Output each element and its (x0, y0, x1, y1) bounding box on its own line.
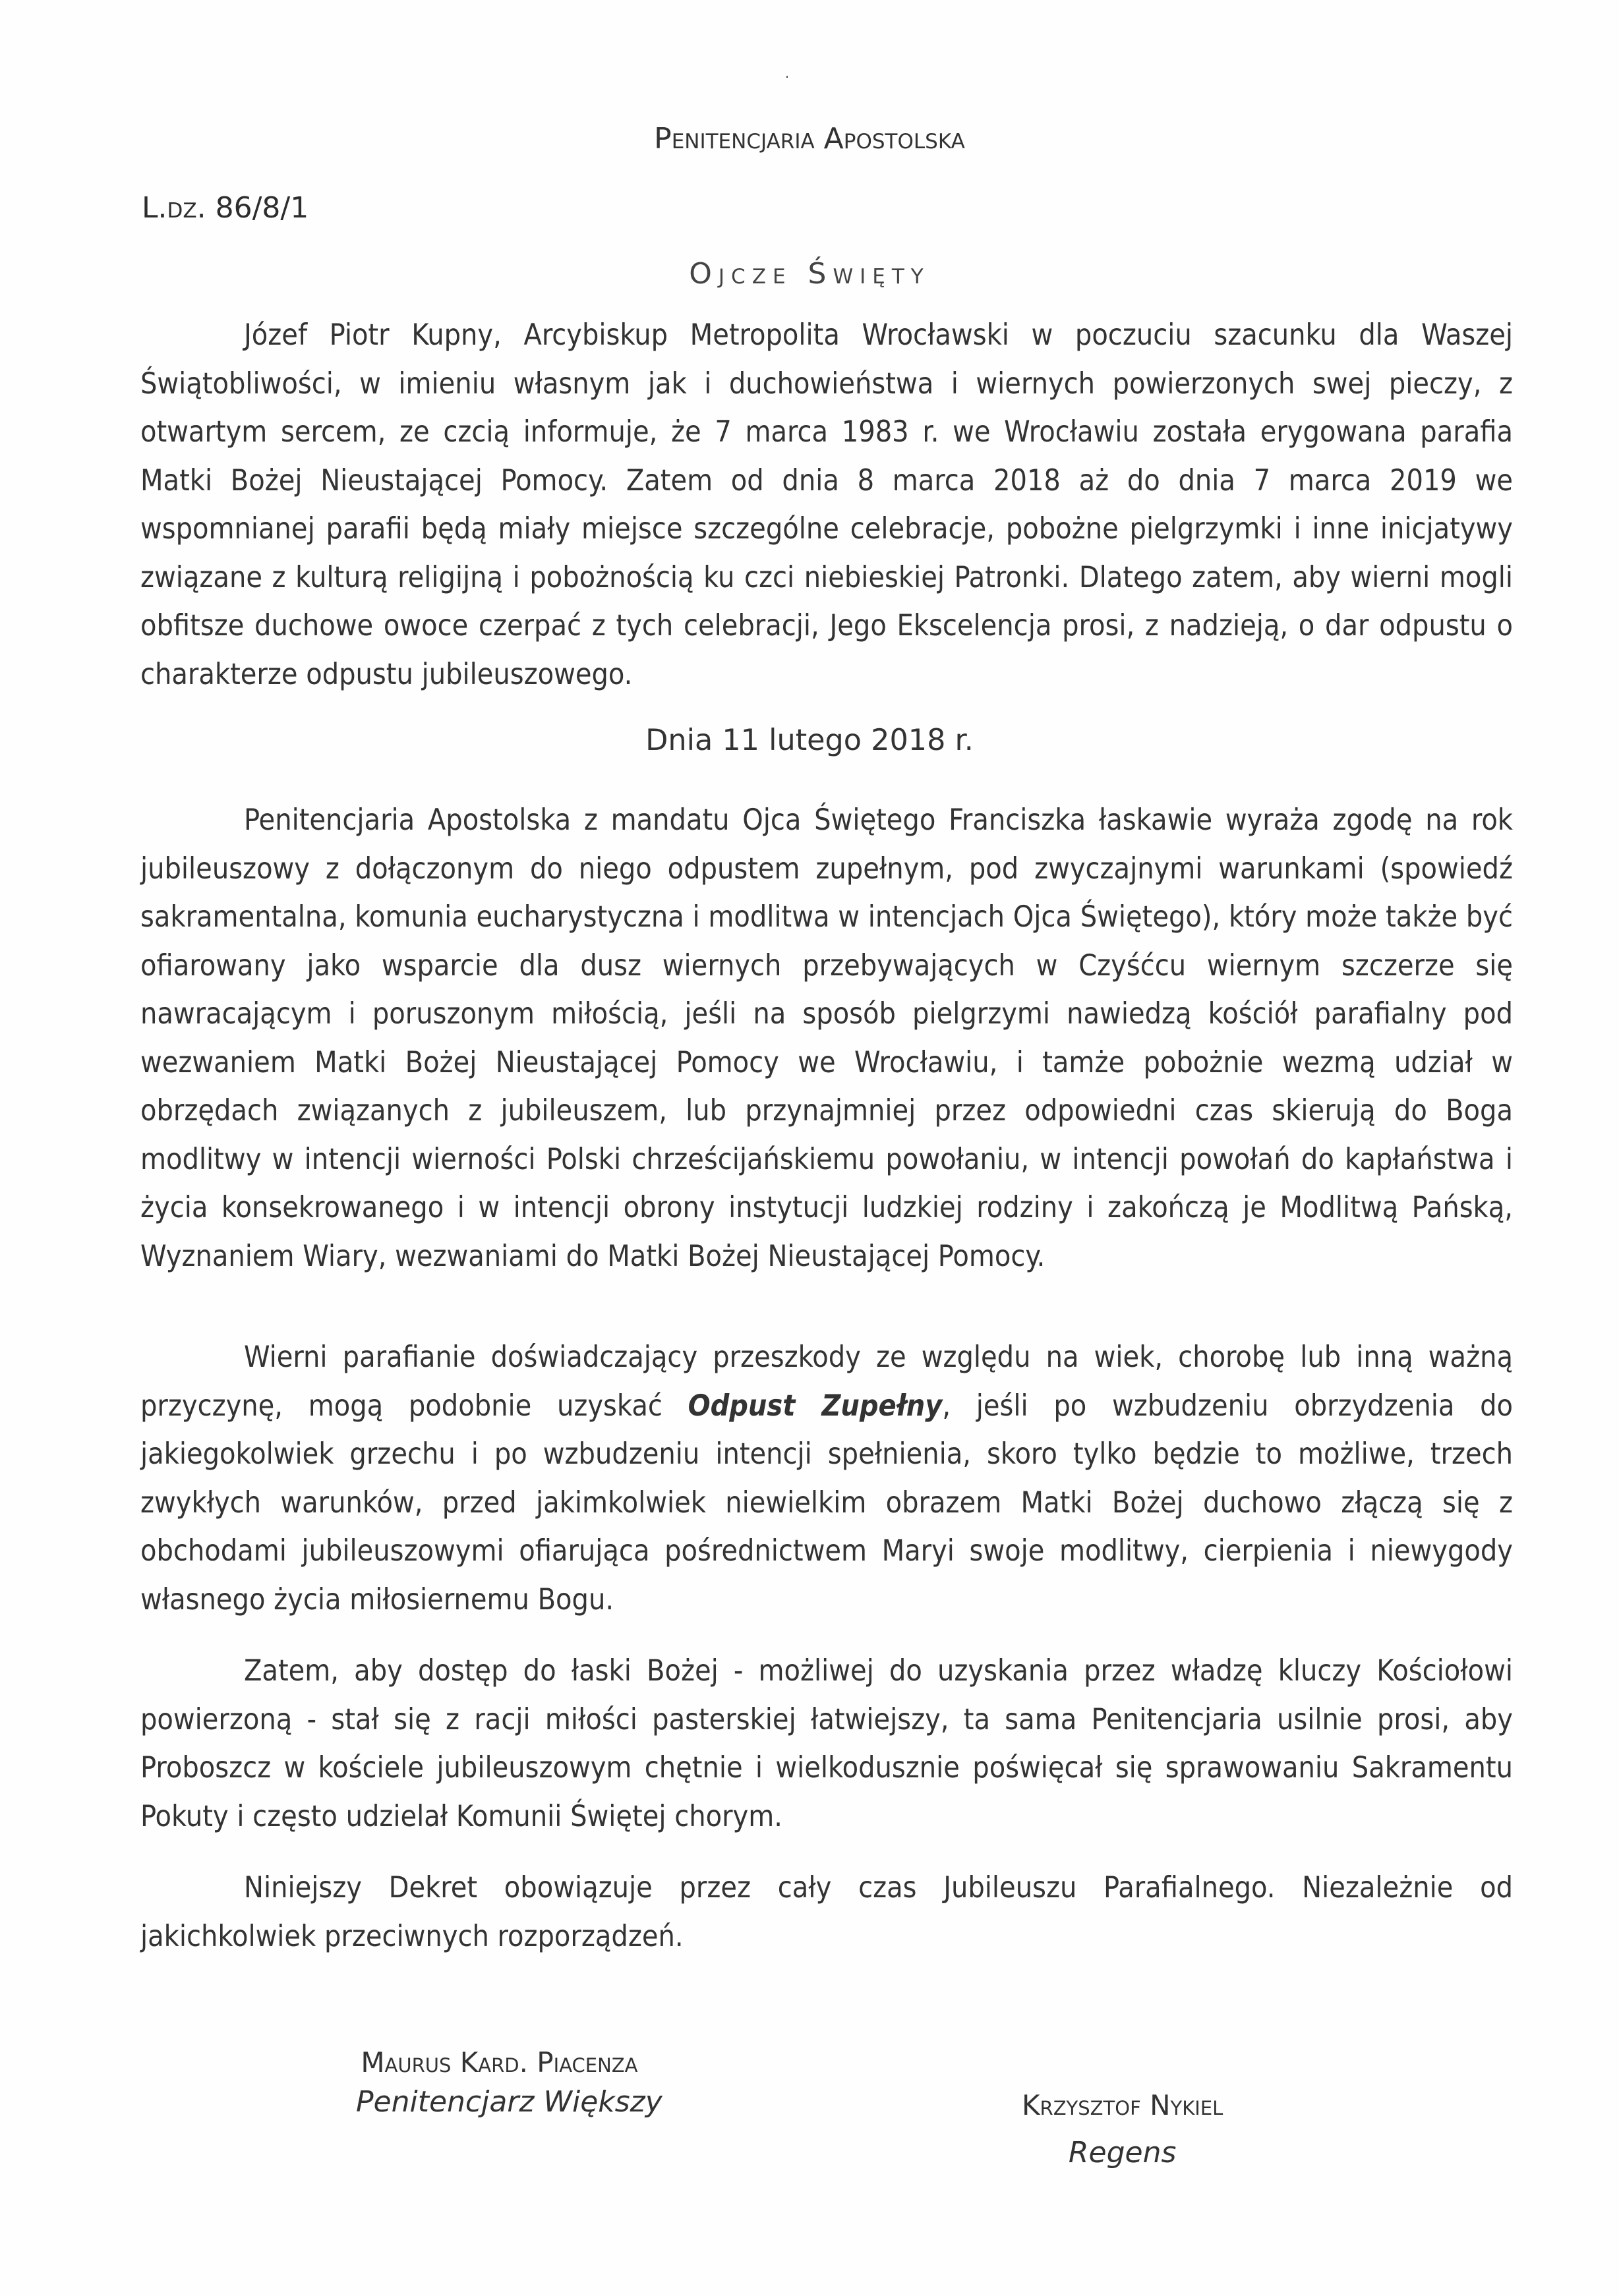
paragraph-confession (140, 1647, 1513, 1841)
paragraph-infirm-faithful (140, 1333, 1513, 1624)
paragraph-text: Niniejszy Dekret obowiązuje przez cały czas Jubileuszu Parafialnego. Niezależnie od jakichkolwiek przeciwnych rozporządzeń. (140, 1871, 1513, 1953)
paragraph-text: Penitencjaria Apostolska z mandatu Ojca Świętego Franciszka łaskawie wyraża zgodę na rok jubileuszowy z dołączonym do niego odpustem zupełnym, pod zwyczajnymi warunkami (spowiedź sakramentalna, komunia eucharystyczna i modlitwa w intencjach Ojca Świętego), który może także być ofiarowany jako wsparcie dla dusz wiernych przebywających w Czyśćcu wiernym szczerze się nawracającym i poruszonym miłością, jeśli na sposób pielgrzymi nawiedzą kościół parafialny pod wezwaniem Matki Bożej Nieustającej Pomocy we Wrocławiu, i tamże pobożnie wezmą udział w obrzędach związanych z jubileuszem, lub przynajmniej przez odpowiedni czas skierują do Boga modlitwy w intencji wierności Polski chrześcijańskiemu powołaniu, w intencji powołań do kapłaństwa i życia konsekrowanego i w intencji obrony instytucji ludzkiej rodziny i zakończą je Modlitwą Pańską, Wyznaniem Wiary, wezwaniami do Matki Bożej Nieustającej Pomocy. (140, 803, 1513, 1273)
paragraph-grant (140, 796, 1513, 1280)
paragraph-petition (140, 311, 1513, 699)
signatory-name: Krzysztof Nykiel (1022, 2089, 1223, 2121)
signature-block-regent (1022, 2089, 1223, 2169)
signatory-role: Penitencjarz Większy (356, 2085, 662, 2119)
paragraph-text: Zatem, aby dostęp do łaski Bożej - możliwej do uzyskania przez władzę kluczy Kościołowi powierzoną - stał się z racji miłości pasterskiej łatwiejszy, ta sama Penitencjaria usilnie prosi, aby Proboszcz w kościele jubileuszowym chętnie i wielkodusznie poświęcał się sprawowaniu Sakramentu Pokuty i często udzielał Komunii Świętej chorym. (140, 1654, 1513, 1833)
paragraph-validity (140, 1864, 1513, 1961)
reference-number: L.dz. 86/8/1 (142, 191, 309, 225)
signatory-name: Maurus Kard. Piacenza (361, 2046, 638, 2079)
paragraph-text (140, 1333, 1513, 1624)
text-segment: Wierni parafianie doświadczający przeszkody ze względu na wiek, chorobę lub inną ważną przyczynę, mogą podobnie uzyskać (140, 1340, 1513, 1423)
paragraph-text: Józef Piotr Kupny, Arcybiskup Metropolita Wrocławski w poczuciu szacunku dla Waszej Świątobliwości, w imieniu własnym jak i duchowieństwa i wiernych powierzonych swej pieczy, z otwartym sercem, ze czcią informuje, że 7 marca 1983 r. we Wrocławiu została erygowana parafia Matki Bożej Nieustającej Pomocy. Zatem od dnia 8 marca 2018 aż do dnia 7 marca 2019 we wspomnianej parafii będą miały miejsce szczególne celebracje, pobożne pielgrzymki i inne inicjatywy związane z kulturą religijną i pobożnością ku czci niebieskiej Patronki. Dlatego zatem, aby wierni mogli obfitsze duchowe owoce czerpać z tych celebracji, Jego Ekscelencja prosi, z nadzieją, o dar odpustu o charakterze odpustu jubileuszowego. (140, 318, 1513, 691)
decree-date: Dnia 11 lutego 2018 r. (645, 724, 974, 757)
text-segment: , jeśli po wzbudzeniu obrzydzenia do jakiegokolwiek grzechu i po wzbudzeniu intencji spełnienia, skoro tylko będzie to możliwe, trzech zwykłych warunków, przed jakimkolwiek niewielkim obrazem Matki Bożej duchowo złączą się z obchodami jubileuszowymi ofiarująca pośrednictwem Maryi swoje modlitwy, cierpienia i niewygody własnego życia miłosiernemu Bogu. (140, 1389, 1513, 1617)
issuer-header: Penitencjaria Apostolska (654, 122, 965, 156)
emphasized-term: Odpust Zupełny (688, 1389, 943, 1423)
scan-artifact (786, 76, 788, 78)
signatory-role: Regens (1068, 2136, 1177, 2169)
salutation: Ojcze Święty (689, 257, 930, 291)
signature-block-major-penitentiary (336, 2046, 662, 2119)
